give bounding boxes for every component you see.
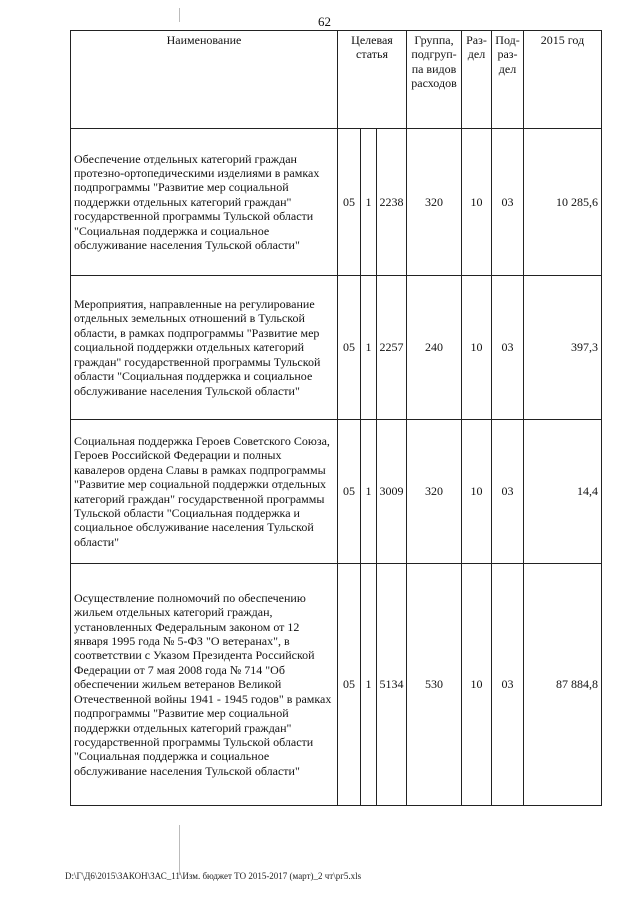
header-target-article: Целевая статья — [338, 31, 407, 129]
row-group: 530 — [407, 564, 462, 806]
row-amount: 87 884,8 — [524, 564, 602, 806]
row-code-subprogram: 1 — [361, 420, 377, 564]
header-name: Наименование — [71, 31, 338, 129]
row-amount: 397,3 — [524, 276, 602, 420]
scan-mark-bottom — [179, 825, 180, 875]
row-subsection: 03 — [492, 129, 524, 276]
table-row — [71, 564, 602, 806]
row-code-program: 05 — [338, 420, 361, 564]
row-group: 320 — [407, 420, 462, 564]
row-subsection: 03 — [492, 420, 524, 564]
row-subsection: 03 — [492, 564, 524, 806]
row-code-program: 05 — [338, 129, 361, 276]
table-row — [71, 276, 602, 420]
row-code-subprogram: 1 — [361, 129, 377, 276]
row-section: 10 — [462, 276, 492, 420]
row-amount: 10 285,6 — [524, 129, 602, 276]
row-code-subprogram: 1 — [361, 564, 377, 806]
table-row — [71, 129, 602, 276]
row-code-direction: 5134 — [377, 564, 407, 806]
row-code-direction: 3009 — [377, 420, 407, 564]
scan-mark-top — [179, 8, 180, 22]
row-code-direction: 2257 — [377, 276, 407, 420]
table-header-row — [71, 31, 602, 129]
row-section: 10 — [462, 420, 492, 564]
footer-file-path: D:\Г\Д6\2015\ЗАКОН\ЗАС_11\Изм. бюджет ТО 2015-2017 (март)_2 чт\рг5.xls — [65, 871, 362, 881]
row-amount: 14,4 — [524, 420, 602, 564]
header-group: Группа, подгруп- па видов расходов — [407, 31, 462, 129]
row-subsection: 03 — [492, 276, 524, 420]
row-name: Осуществление полномочий по обеспечению жильем отдельных категорий граждан, установленных Федеральным законом от 12 января 1995 года № 5-ФЗ "О ветеранах", в соответствии с Указом Президента Российской Федерации от 7 мая 2008 года № 714 "Об обеспечении жильем ветеранов Великой Отечественной войны 1941 - 1945 годов" в рамках подпрограммы "Развитие мер социальной поддержки отдельных категорий граждан" государственной программы Тульской области "Социальная поддержка и социальное обслуживание населения Тульской области" — [71, 564, 338, 806]
row-code-subprogram: 1 — [361, 276, 377, 420]
budget-table — [70, 30, 602, 806]
table-row — [71, 420, 602, 564]
row-code-program: 05 — [338, 276, 361, 420]
row-group: 320 — [407, 129, 462, 276]
row-code-direction: 2238 — [377, 129, 407, 276]
header-year: 2015 год — [524, 31, 602, 129]
header-section: Раз- дел — [462, 31, 492, 129]
row-name: Обеспечение отдельных категорий граждан протезно-ортопедическими изделиями в рамках подпрограммы "Развитие мер социальной поддержки отдельных категорий граждан" государственной программы Тульской области "Социальная поддержка и социальное обслуживание населения Тульской области" — [71, 129, 338, 276]
row-name: Социальная поддержка Героев Советского Союза, Героев Российской Федерации и полных кавалеров ордена Славы в рамках подпрограммы "Развитие мер социальной поддержки отдельных категорий граждан" государственной программы Тульской области "Социальная поддержка и социальное обслуживание населения Тульской области" — [71, 420, 338, 564]
row-section: 10 — [462, 564, 492, 806]
page-number: 62 — [318, 14, 331, 29]
row-group: 240 — [407, 276, 462, 420]
row-code-program: 05 — [338, 564, 361, 806]
row-section: 10 — [462, 129, 492, 276]
row-name: Мероприятия, направленные на регулирование отдельных земельных отношений в Тульской области, в рамках подпрограммы "Развитие мер социальной поддержки отдельных категорий граждан" государственной программы Тульской области "Социальная поддержка и социальное обслуживание населения Тульской области" — [71, 276, 338, 420]
header-subsection: Под- раз- дел — [492, 31, 524, 129]
